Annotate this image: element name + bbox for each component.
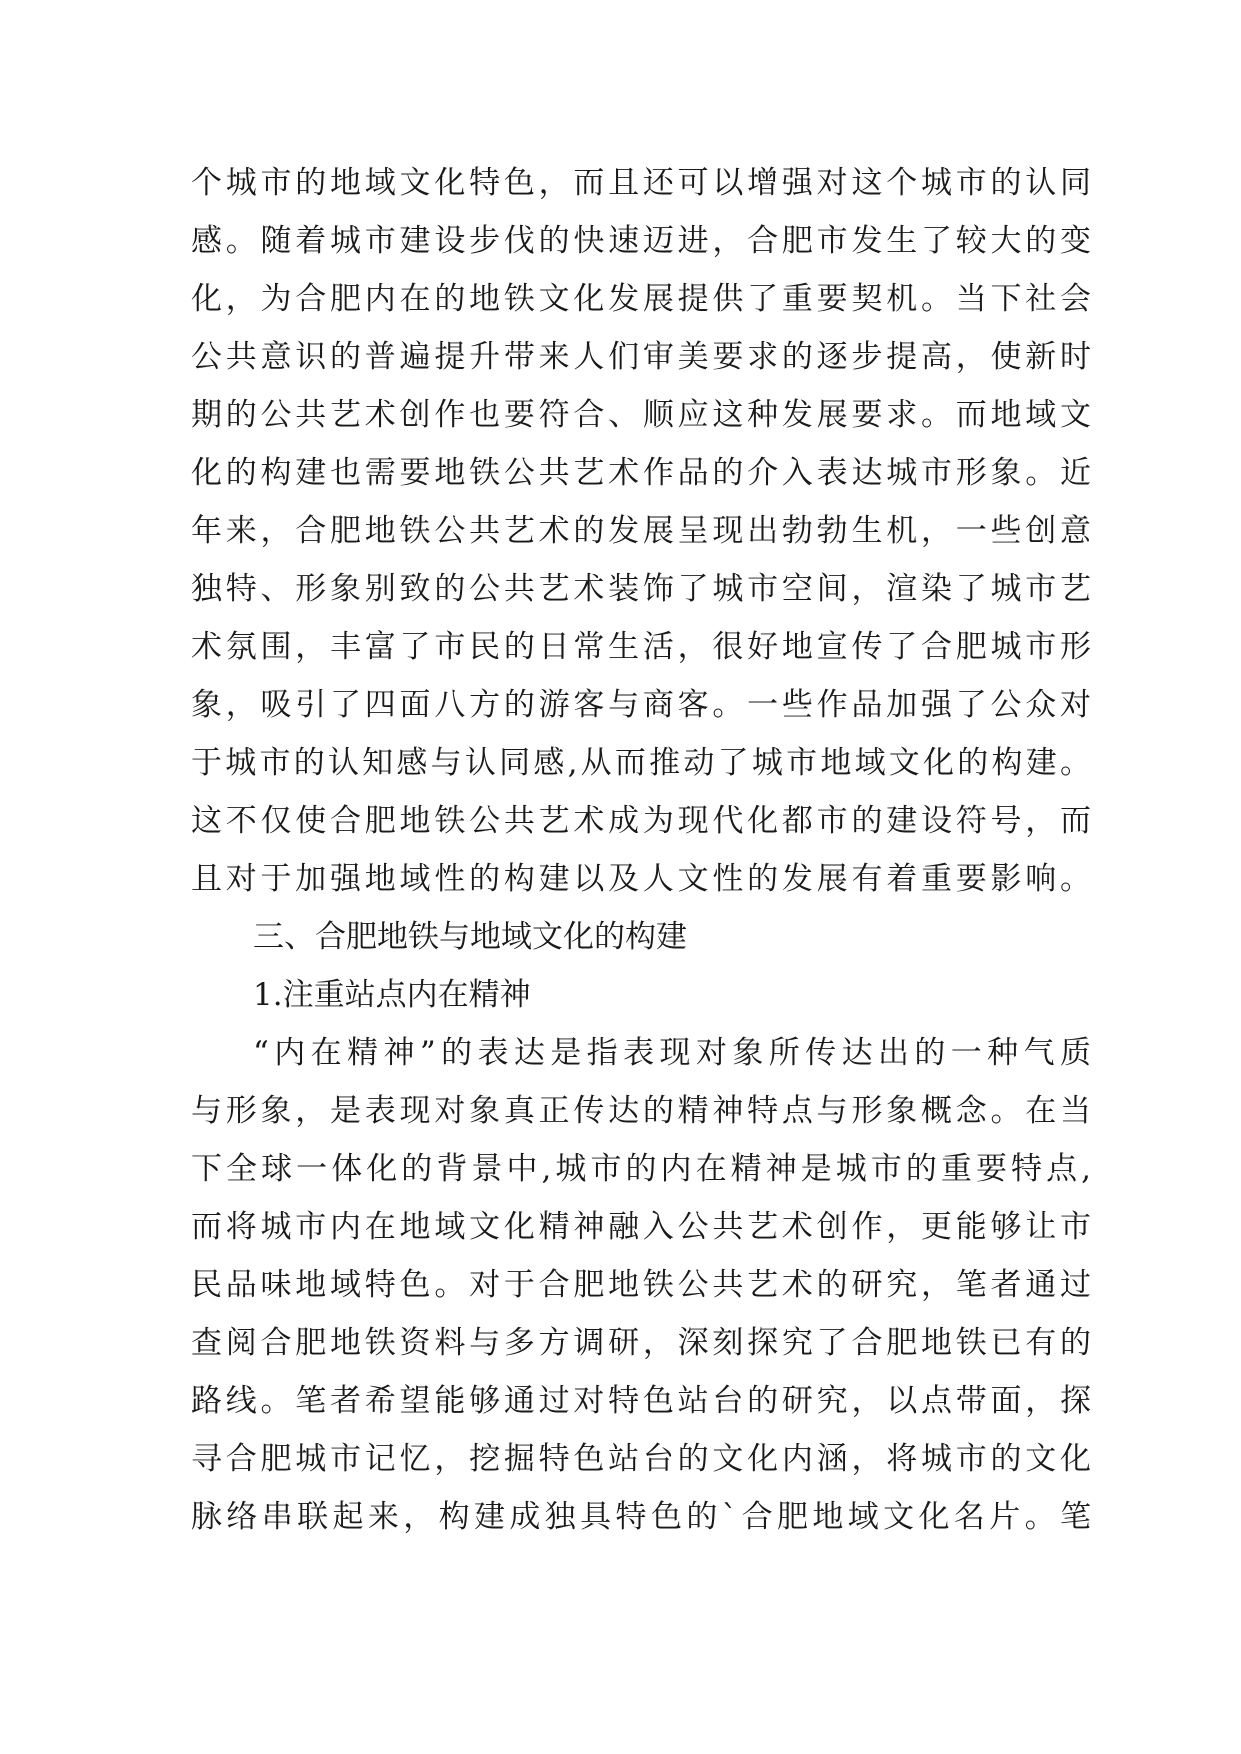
section-heading: 三、合肥地铁与地域文化的构建 [253,919,687,955]
paragraph-line: 查阅合肥地铁资料与多方调研，深刻探究了合肥地铁已有的 [191,1325,1091,1361]
paragraph-line: 化，为合肥内在的地铁文化发展提供了重要契机。当下社会 [191,281,1091,317]
paragraph-line: 术氛围，丰富了市民的日常生活，很好地宣传了合肥城市形 [191,629,1091,665]
paragraph-line: 象，吸引了四面八方的游客与商客。一些作品加强了公众对 [191,687,1091,723]
paragraph-line: 公共意识的普遍提升带来人们审美要求的逐步提高，使新时 [191,339,1091,375]
paragraph-line: 感。随着城市建设步伐的快速迈进，合肥市发生了较大的变 [191,223,1091,259]
paragraph-line: 脉络串联起来，构建成独具特色的`合肥地域文化名片。笔 [191,1499,1091,1535]
paragraph-line: 期的公共艺术创作也要符合、顺应这种发展要求。而地域文 [191,397,1091,433]
paragraph-line: 这不仅使合肥地铁公共艺术成为现代化都市的建设符号，而 [191,803,1091,839]
paragraph-line: 年来，合肥地铁公共艺术的发展呈现出勃勃生机，一些创意 [191,513,1091,549]
paragraph-line: 寻合肥城市记忆，挖掘特色站台的文化内涵，将城市的文化 [191,1441,1091,1477]
paragraph-line: 且对于加强地域性的构建以及人文性的发展有着重要影响。 [191,861,1091,897]
paragraph-line: 下全球一体化的背景中,城市的内在精神是城市的重要特点, [191,1151,1091,1187]
paragraph-line: “内在精神”的表达是指表现对象所传达出的一种气质 [253,1035,1091,1071]
paragraph-line: 个城市的地域文化特色，而且还可以增强对这个城市的认同 [191,165,1091,201]
paragraph-line: 独特、形象别致的公共艺术装饰了城市空间，渲染了城市艺 [191,571,1091,607]
paragraph-line: 民品味地域特色。对于合肥地铁公共艺术的研究，笔者通过 [191,1267,1091,1303]
paragraph-line: 而将城市内在地域文化精神融入公共艺术创作，更能够让市 [191,1209,1091,1245]
paragraph-line: 化的构建也需要地铁公共艺术作品的介入表达城市形象。近 [191,455,1091,491]
paragraph-line: 路线。笔者希望能够通过对特色站台的研究，以点带面，探 [191,1383,1091,1419]
subsection-heading: 1.注重站点内在精神 [253,977,531,1013]
paragraph-line: 与形象，是表现对象真正传达的精神特点与形象概念。在当 [191,1093,1091,1129]
paragraph-line: 于城市的认知感与认同感,从而推动了城市地域文化的构建。 [191,745,1091,781]
